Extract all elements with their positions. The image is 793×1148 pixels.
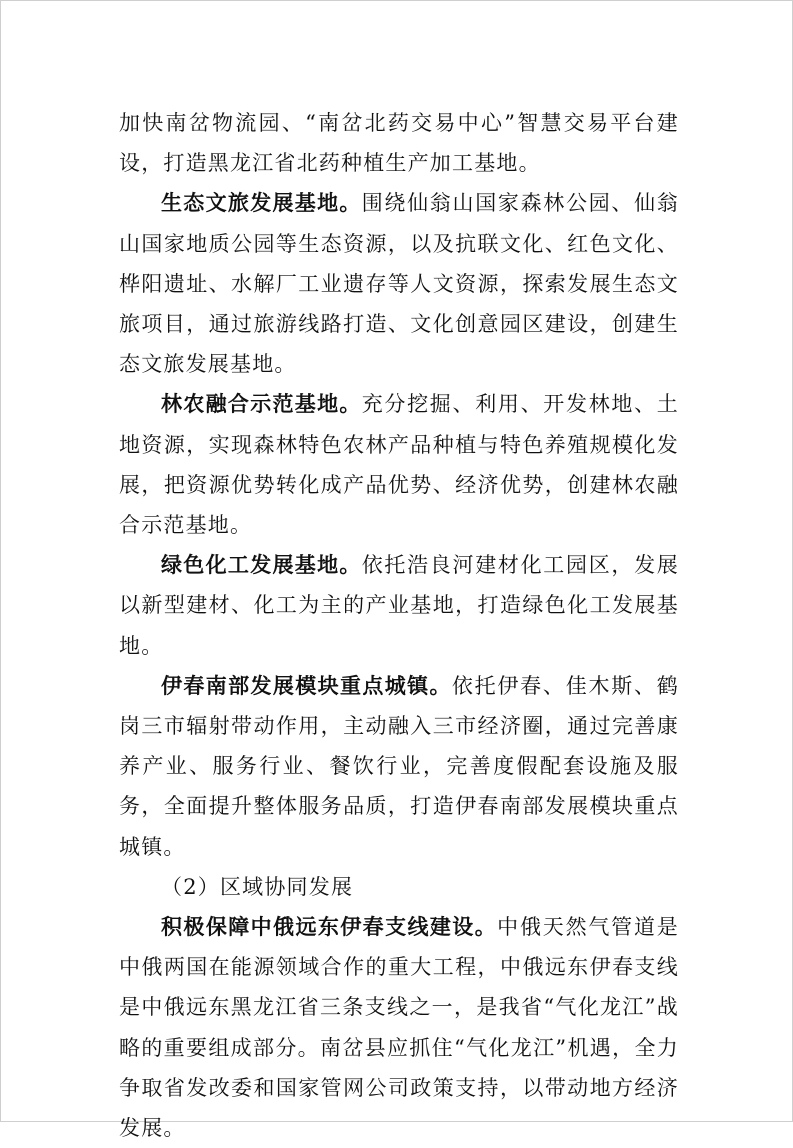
paragraph-green-chemical-base [119,545,679,666]
paragraph-yichun-south-town [119,666,679,867]
paragraph-gas-pipeline [119,907,679,1148]
section-subheading: （2）区域协同发展 [161,874,354,899]
paragraph-lead-heading: 伊春南部发展模块重点城镇。 [161,673,452,698]
paragraph-lead-heading: 积极保障中俄远东伊春支线建设。 [161,915,498,940]
paragraph-lead-heading: 生态文旅发展基地。 [161,191,362,216]
paragraph-text: 围绕仙翁山国家森林公园、仙翁山国家地质公园等生态资源，以及抗联文化、红色文化、桦阳遗址、水解厂工业遗存等人文资源，探索发展生态文旅项目，通过旅游线路打造、文化创意园区建设，创建生态文旅发展基地。 [119,191,679,377]
paragraph-eco-tourism-base [119,183,679,384]
paragraph-lead-heading: 林农融合示范基地。 [161,392,362,417]
document-body [119,103,679,1148]
paragraph-text: 加快南岔物流园、“南岔北药交易中心”智慧交易平台建设，打造黑龙江省北药种植生产加工基地。 [119,111,679,176]
paragraph-continuation [119,103,679,183]
paragraph-forest-agri-base [119,384,679,545]
paragraph-lead-heading: 绿色化工发展基地。 [161,553,362,578]
paragraph-text: 充分挖掘、利用、开发林地、土地资源，实现森林特色农林产品种植与特色养殖规模化发展，把资源优势转化成产品优势、经济优势，创建林农融合示范基地。 [119,392,679,538]
paragraph-text: 中俄天然气管道是中俄两国在能源领域合作的重大工程，中俄远东伊春支线是中俄远东黑龙江省三条支线之一，是我省“气化龙江”战略的重要组成部分。南岔县应抓住“气化龙江”机遇，全力争取省发改委和国家管网公司政策支持，以带动地方经济发展。 [119,915,680,1141]
paragraph-text: 依托伊春、佳木斯、鹤岗三市辐射带动作用，主动融入三市经济圈，通过完善康养产业、服务行业、餐饮行业，完善度假配套设施及服务，全面提升整体服务品质，打造伊春南部发展模块重点城镇。 [119,673,679,859]
paragraph-text: 依托浩良河建材化工园区，发展以新型建材、化工为主的产业基地，打造绿色化工发展基地。 [119,553,679,658]
